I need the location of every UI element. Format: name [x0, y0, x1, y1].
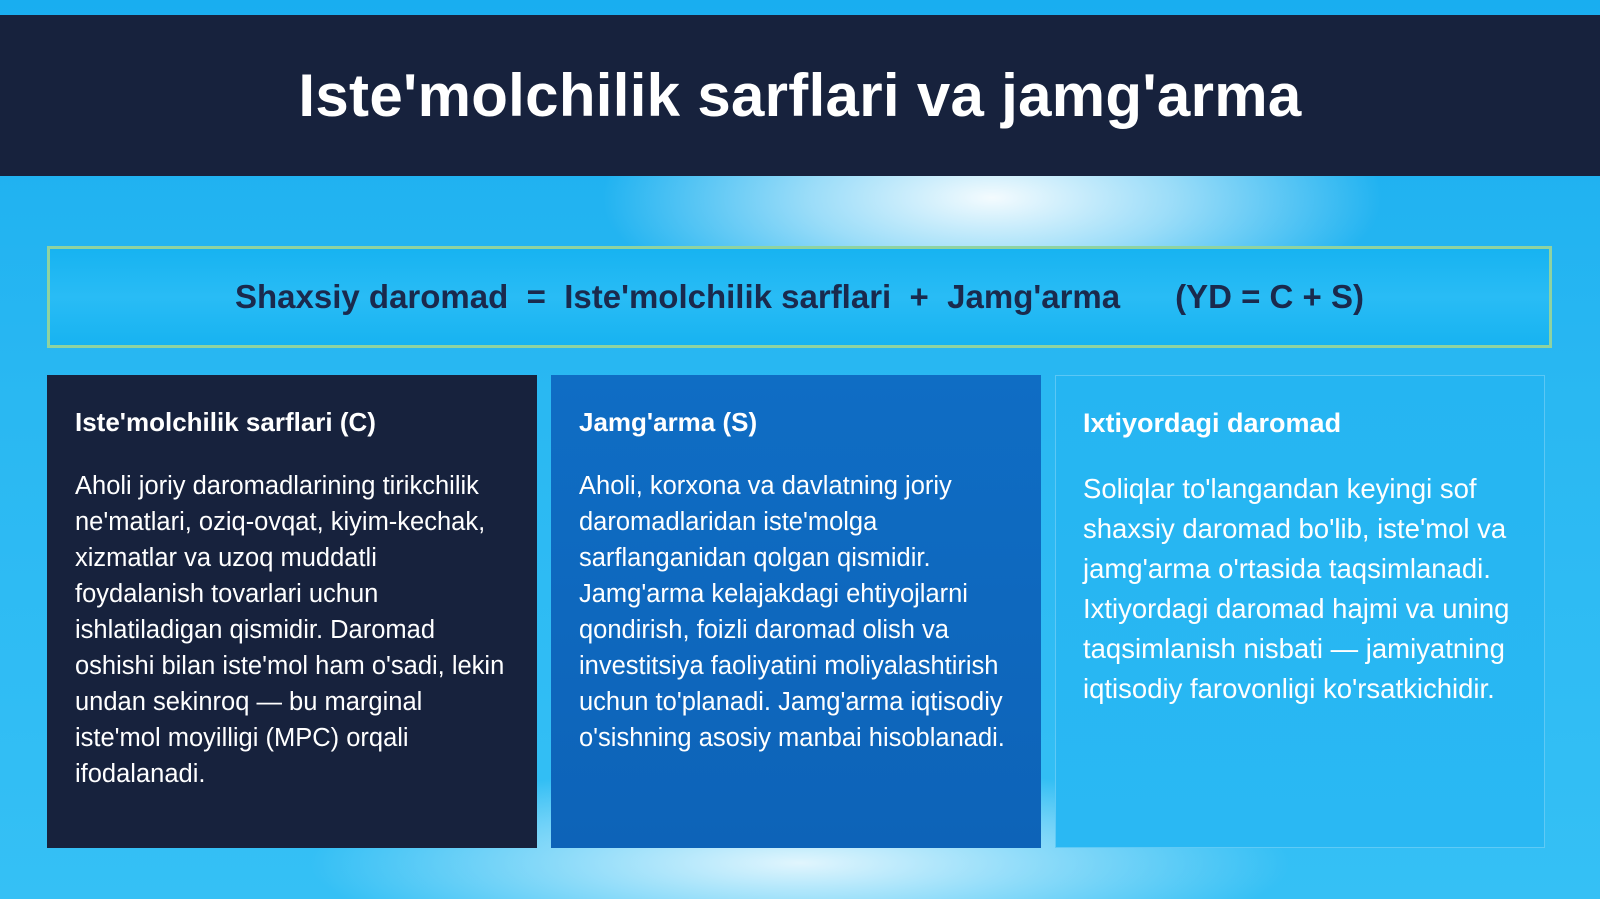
card-title: Ixtiyordagi daromad — [1083, 408, 1342, 438]
formula-box — [47, 246, 1552, 348]
page-title: Iste'molchilik sarflari va jamg'arma — [298, 62, 1302, 129]
card-disposable-income — [1055, 375, 1545, 848]
card-savings — [551, 375, 1041, 848]
card-title: Jamg'arma (S) — [579, 407, 758, 437]
card-text: Aholi joriy daromadlarining tirikchilik ne'matlari, oziq-ovqat, kiyim-kechak, xizmatlar va uzoq muddatli foydalanish tovarlari uchun ishlatiladigan qismidir. Daromad oshishi bilan iste'mol ham o'sadi, lekin undan sekinroq — bu marginal iste'mol moyilligi (MPC) orqali ifodalanadi. — [75, 472, 505, 789]
formula-text: Shaxsiy daromad = Iste'molchilik sarflari + Jamg'arma (YD = C + S) — [235, 278, 1364, 315]
title-bar — [0, 15, 1600, 176]
card-text: Aholi, korxona va davlatning joriy daromadlaridan iste'molga sarflanganidan qolgan qismidir. Jamg'arma kelajakdagi ehtiyojlarni qondirish, foizli daromad olish va investitsiya faoliyatini moliyalashtirish uchun to'planadi. Jamg'arma iqtisodiy o'sishning asosiy manbai hisoblanadi. — [579, 472, 1005, 753]
card-title: Iste'molchilik sarflari (C) — [75, 407, 376, 437]
card-text: Soliqlar to'langandan keyingi sof shaxsiy daromad bo'lib, iste'mol va jamg'arma o'rtasida taqsimlanadi. Ixtiyordagi daromad hajmi va uning taqsimlanish nisbati — jamiyatning iqtisodiy farovonligi ko'rsatkichidir. — [1083, 473, 1510, 705]
card-consumption — [47, 375, 537, 848]
